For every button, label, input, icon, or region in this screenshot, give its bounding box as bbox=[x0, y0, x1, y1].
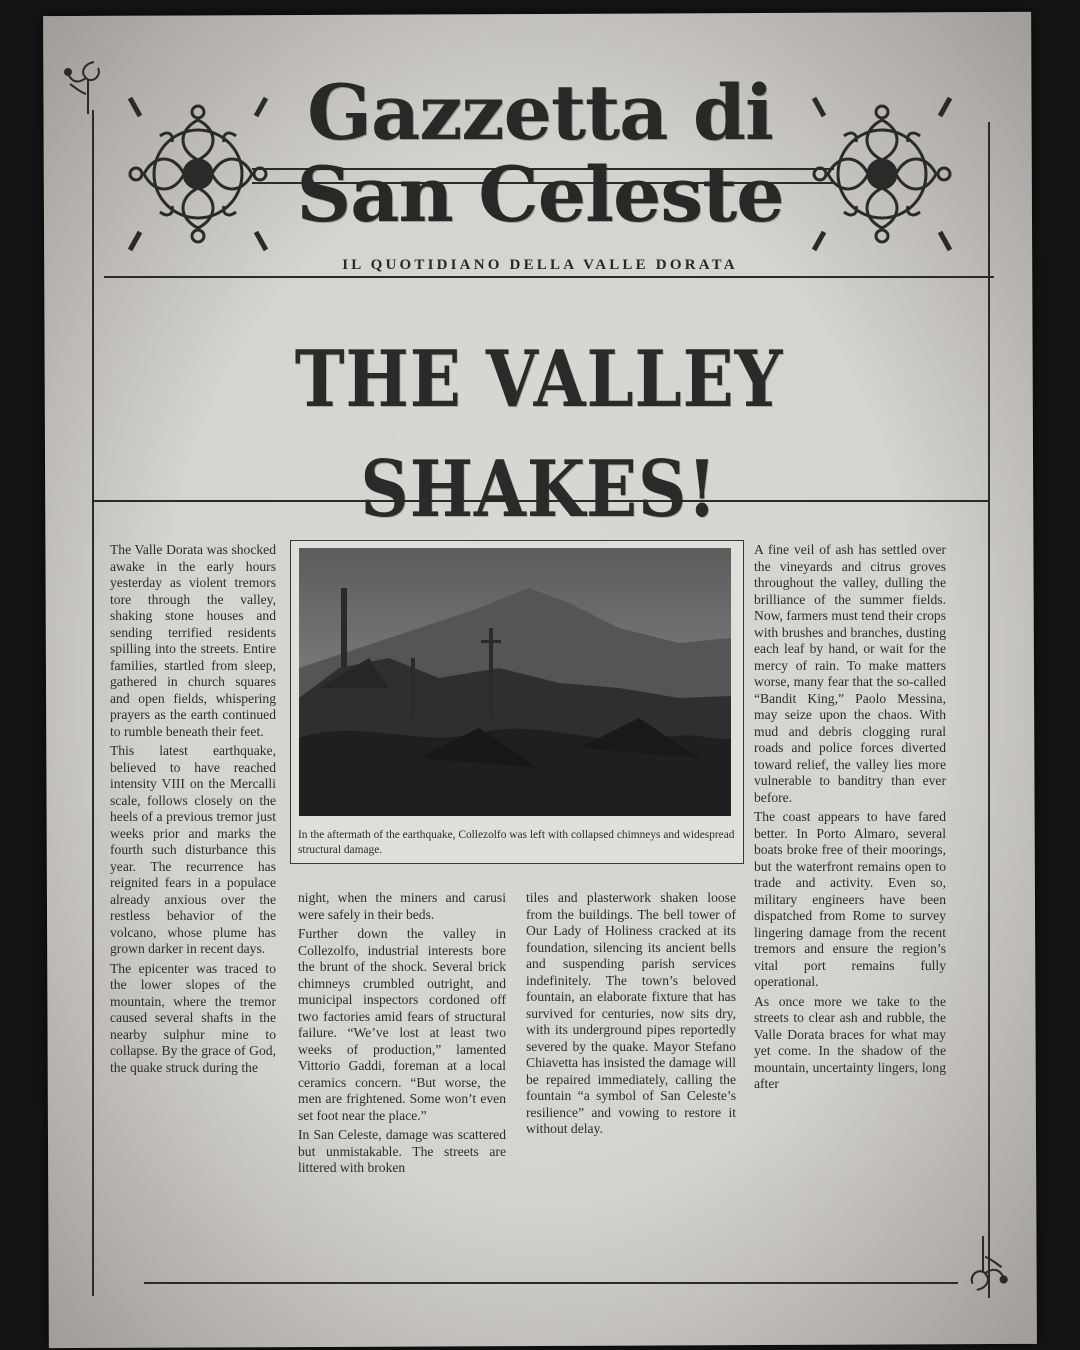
masthead-title-line2: San Celeste bbox=[296, 150, 784, 239]
paragraph: The coast appears to have fared better. In Porto Almaro, several boats broke free of their moorings, but the waterfront remains open to trade and activity. Even so, military engineers have been dispatched from Rome to survey lingering damage from the recent tremors and ensure the region’s vital port remains fully operational. bbox=[754, 809, 946, 989]
paragraph: In San Celeste, damage was scattered but unmistakable. The streets are littered with broken bbox=[298, 1127, 506, 1175]
photo-caption: In the aftermath of the earthquake, Collezolfo was left with collapsed chimneys and widespread structural damage. bbox=[298, 829, 735, 856]
paragraph: tiles and plasterwork shaken loose from the buildings. The bell tower of Our Lady of Holiness cracked at its foundation, silencing its ancient bells and suspending parish services indefinitely. The town’s beloved fountain, an elaborate fixture that has survived for centuries, now sits dry, with its underground pipes reportedly severed by the quake. Mayor Stefano Chiavetta has insisted the damage will be repaired immediately, calling the fountain “a symbol of San Celeste’s resilience” and vowing to restore it without delay. bbox=[526, 890, 736, 1136]
corner-flourish-icon bbox=[952, 1232, 1014, 1294]
paragraph: Further down the valley in Collezolfo, industrial interests bore the brunt of the shock. Several brick chimneys crumbled outright, and municipal inspectors cordoned off two factories amid fears of structural failure. “We’ve lost at least two weeks of production,” lamented Vittorio Gaddi, foreman at a local ceramics concern. “But worse, the men are frightened. Some won’t even set foot near the place.” bbox=[298, 926, 506, 1123]
frame-bottom-rule bbox=[144, 1282, 958, 1284]
article-column-3 bbox=[526, 890, 736, 1230]
masthead-title bbox=[250, 68, 830, 239]
paragraph: A fine veil of ash has settled over the vineyards and citrus groves throughout the valley, dulling the brilliance of the summer fields. Now, farmers must tend their crops with brushes and branches, dusting each leaf by hand, or wait for the mercy of rain. To make matters worse, many fear that the so-called “Bandit King,” Paolo Messina, may seize upon the chaos. With mud and debris clogging rural roads and police forces diverted toward relief, the valley lies more vulnerable to banditry than ever before. bbox=[754, 542, 946, 805]
headline: THE VALLEY SHAKES! bbox=[294, 334, 784, 535]
frame-left-rule bbox=[92, 110, 94, 1296]
frame-right-rule bbox=[988, 122, 990, 1298]
paragraph: The Valle Dorata was shocked awake in the early hours yesterday as violent tremors tore through the valley, shaking stone houses and sending terrified residents spilling into the streets. Entire families, startled from sleep, gathered in church squares and open fields, whispering prayers as the earth continued to rumble beneath their feet. bbox=[110, 542, 276, 739]
masthead-title-line1: Gazzetta di bbox=[307, 68, 773, 157]
article-column-2 bbox=[298, 890, 506, 1230]
paragraph: This latest earthquake, believed to have reached intensity VIII on the Mercalli scale, follows closely on the heels of a previous tremor just weeks prior and marks the fourth such disturbance this year. The recurrence has reignited fears in a populace already anxious over the restless behavior of the volcano, whose plume has grown darker in recent days. bbox=[110, 743, 276, 956]
article-column-4 bbox=[754, 542, 946, 1232]
article-column-1 bbox=[110, 542, 276, 1232]
earthquake-photo bbox=[299, 548, 731, 816]
paragraph: As once more we take to the streets to clear ash and rubble, the Valle Dorata braces for what may yet come. In the shadow of the mountain, uncertainty lingers, long after bbox=[754, 993, 946, 1091]
masthead-bottom-rule bbox=[104, 276, 994, 278]
paragraph: night, when the miners and carusi were safely in their beds. bbox=[298, 890, 506, 922]
paragraph: The epicenter was traced to the lower slopes of the mountain, where the tremor caused several shafts in the nearby sulphur mine to collapse. By the grace of God, the quake struck during the bbox=[110, 960, 276, 1075]
masthead-subtitle: IL QUOTIDIANO DELLA VALLE DORATA bbox=[342, 257, 738, 273]
